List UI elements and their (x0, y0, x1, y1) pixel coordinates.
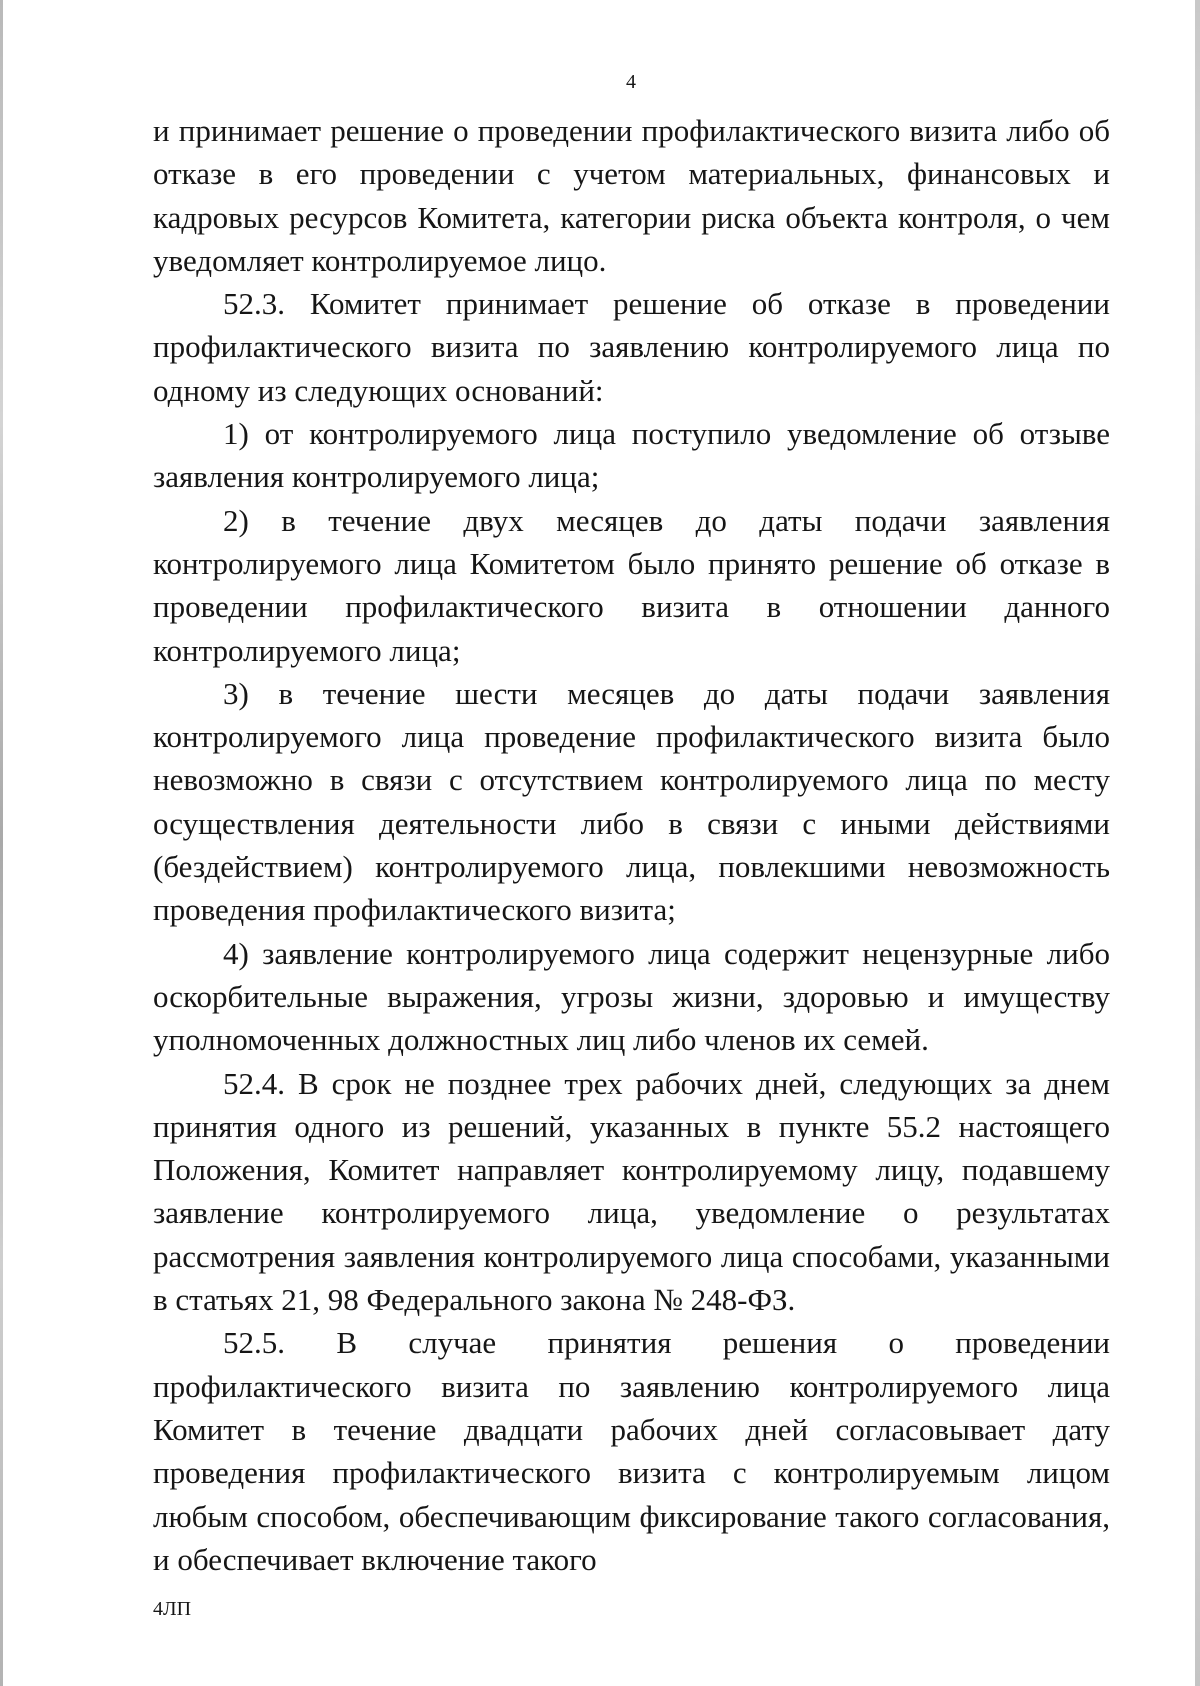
paragraph-item-3: 3) в течение шести месяцев до даты подачи заявления контролируемого лица проведение профилактического визита было невозможно в связи с отсутствием контролируемого лица по месту осуществления деятельности либо в связи с иными действиями (бездействием) контролируемого лица, повлекшими невозможность проведения профилактического визита; (153, 675, 1110, 928)
paragraph-item-2: 2) в течение двух месяцев до даты подачи заявления контролируемого лица Комитетом было принято решение об отказе в проведении профилактического визита в отношении данного контролируемого лица; (153, 502, 1110, 668)
paragraph-continuation: и принимает решение о проведении профилактического визита либо об отказе в его проведении с учетом материальных, финансовых и кадровых ресурсов Комитета, категории риска объекта контроля, о чем уведомляет контролируемое лицо. (153, 113, 1110, 278)
paragraph-52-4: 52.4. В срок не позднее трех рабочих дней, следующих за днем принятия одного из решений, указанных в пункте 55.2 настоящего Положения, Комитет направляет контролируемому лицу, подавшему заявление контролируемого лица, уведомление о результатах рассмотрения заявления контролируемого лица способами, указанными в статьях 21, 98 Федерального закона № 248-ФЗ. (153, 1065, 1110, 1318)
paragraph-item-4: 4) заявление контролируемого лица содержит нецензурные либо оскорбительные выражения, угрозы жизни, здоровью и имуществу уполномоченных должностных лиц либо членов их семей. (153, 935, 1110, 1058)
paragraph-52-3: 52.3. Комитет принимает решение об отказе в проведении профилактического визита по заявлению контролируемого лица по одному из следующих оснований: (153, 286, 1110, 408)
page-number: 4 (626, 71, 636, 93)
footer-code: 4ЛП (153, 1598, 192, 1620)
scan-edge-right (1195, 0, 1200, 1686)
document-body (153, 109, 1110, 1581)
paragraph-item-1: 1) от контролируемого лица поступило уведомление об отзыве заявления контролируемого лица; (153, 416, 1110, 495)
paragraph-52-5: 52.5. В случае принятия решения о проведении профилактического визита по заявлению контролируемого лица Комитет в течение двадцати рабочих дней согласовывает дату проведения профилактического визита с контролируемым лицом любым способом, обеспечивающим фиксирование такого согласования, и обеспечивает включение такого (153, 1325, 1110, 1577)
scan-edge-left (0, 0, 3, 1686)
